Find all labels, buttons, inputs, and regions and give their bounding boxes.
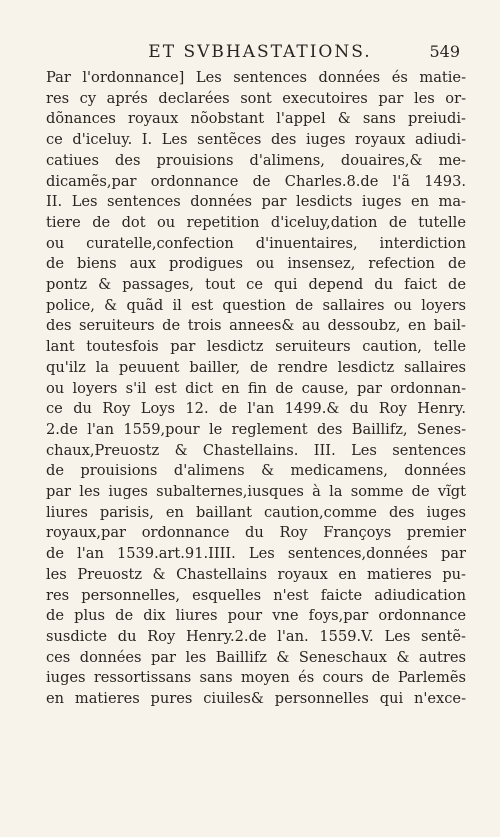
text-line: ces données par les Baillifz & Seneschaux & autres [46, 648, 466, 666]
text-line: res cy aprés declarées sont executoires par les or- [46, 89, 466, 107]
text-line: dicamẽs,par ordonnance de Charles.8.de l'ã 1493. [46, 172, 466, 190]
text-line: Par l'ordonnance] Les sentences données és matie- [46, 69, 466, 86]
body-text [46, 68, 466, 710]
text-line: II. Les sentences données par lesdicts iuges en ma- [46, 193, 466, 211]
text-line: ou loyers s'il est dict en fin de cause, par ordonnan- [46, 379, 466, 397]
text-line: iuges ressortissans sans moyen és cours de Parlemẽs [46, 669, 466, 687]
text-line: de l'an 1539.art.91.IIII. Les sentences,données par [46, 545, 466, 563]
text-line: police, & quãd il est question de sallaires ou loyers [46, 296, 466, 314]
text-line: susdicte du Roy Henry.2.de l'an. 1559.V. Les sentẽ- [46, 627, 466, 645]
text-line: royaux,par ordonnance du Roy Françoys premier [46, 524, 466, 542]
text-line: dõnances royaux nõobstant l'appel & sans preiudi- [46, 110, 466, 128]
text-line: des seruiteurs de trois annees& au dessoubz, en bail- [46, 317, 466, 335]
text-line: 2.de l'an 1559,pour le reglement des Baillifz, Senes- [46, 420, 466, 438]
text-line: res personnelles, esquelles n'est faicte adiudication [46, 586, 466, 604]
text-line: liures parisis, en baillant caution,comme des iuges [46, 503, 466, 521]
text-line: qu'ilz la peuuent bailler, de rendre lesdictz sallaires [46, 358, 466, 376]
text-line: de plus de dix liures pour vne foys,par ordonnance [46, 607, 466, 625]
text-line: ce d'iceluy. I. Les sentẽces des iuges royaux adiudi- [46, 131, 466, 149]
text-line: tiere de dot ou repetition d'iceluy,dation de tutelle [46, 213, 466, 231]
text-line: catiues des prouisions d'alimens, douaires,& me- [46, 151, 466, 169]
text-line: lant toutesfois par lesdictz seruiteurs caution, telle [46, 338, 466, 356]
running-title: ET SVBHASTATIONS. [148, 42, 372, 62]
text-line: par les iuges subalternes,iusques à la somme de vĩgt [46, 483, 466, 501]
running-header [46, 42, 466, 66]
text-line: de prouisions d'alimens & medicamens, données [46, 462, 466, 480]
text-line: de biens aux prodigues ou insensez, refection de [46, 255, 466, 273]
text-line: les Preuostz & Chastellains royaux en matieres pu- [46, 565, 466, 583]
text-line: pontz & passages, tout ce qui depend du faict de [46, 276, 466, 294]
text-line: chaux,Preuostz & Chastellains. III. Les sentences [46, 441, 466, 459]
text-line: en matieres pures ciuiles& personnelles qui n'exce- [46, 690, 466, 708]
page-number: 549 [429, 42, 460, 61]
text-line: ou curatelle,confection d'inuentaires, interdiction [46, 234, 466, 252]
text-line: ce du Roy Loys 12. de l'an 1499.& du Roy Henry. [46, 400, 466, 418]
